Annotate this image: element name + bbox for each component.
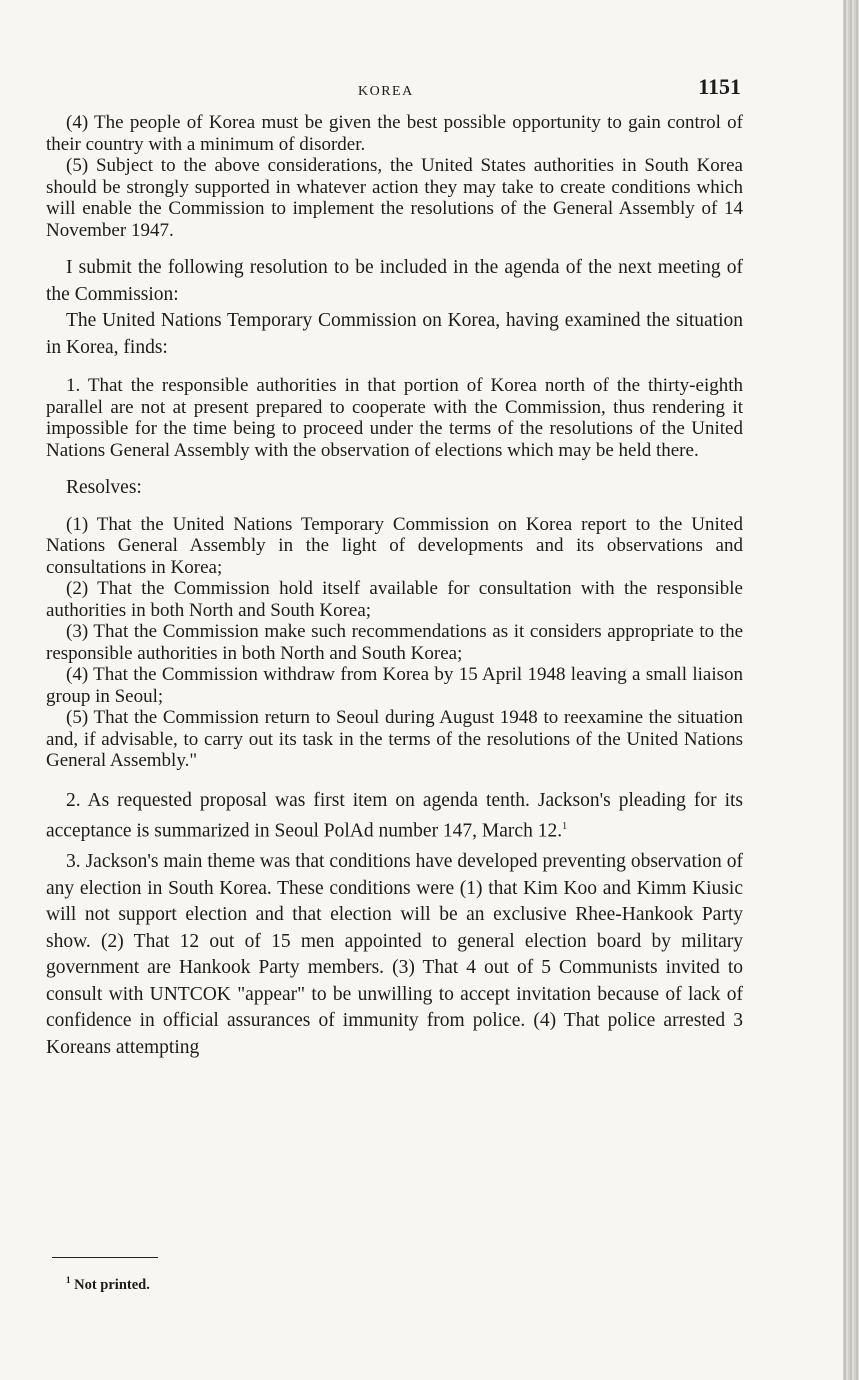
running-title: KOREA — [358, 84, 414, 99]
page-header — [46, 72, 743, 112]
paragraph: (5) That the Commission return to Seoul during August 1948 to reexamine the situation and, if advisable, to carry out its task in the terms of the resolutions of the United Nations General Assembly." — [46, 707, 743, 771]
paragraph: (5) Subject to the above considerations, the United States authorities in South Korea should be strongly supported in whatever action they may take to create conditions which will enable the Commission to implement the resolutions of the General Assembly of 14 November 1947. — [46, 155, 743, 241]
paragraph: The United Nations Temporary Commission on Korea, having examined the situation in Korea, finds: — [46, 310, 743, 358]
paragraph: 1. That the responsible authorities in that portion of Korea north of the thirty-eighth parallel are not at present prepared to cooperate with the Commission, thus rendering it impossible for the time being to proceed under the terms of the resolutions of the United Nations General Assembly with the observation of elections which may be held there. — [46, 375, 743, 461]
page-number: 1151 — [698, 74, 741, 99]
paragraph: (4) That the Commission withdraw from Korea by 15 April 1948 leaving a small liaison group in Seoul; — [46, 664, 743, 707]
paragraph — [46, 788, 743, 846]
paragraph: (1) That the United Nations Temporary Commission on Korea report to the United Nations General Assembly in the light of developments and its observations and consultations in Korea; — [46, 513, 743, 578]
paragraph: I submit the following resolution to be included in the agenda of the next meeting of the Commission: — [46, 257, 743, 305]
footnote-text: Not printed. — [74, 1276, 150, 1293]
paragraph: 3. Jackson's main theme was that conditions have developed preventing observation of any election in South Korea. These conditions were (1) that Kim Koo and Kimm Kiusic will not support election and that election will be an exclusive Rhee-Hankook Party show. (2) That 12 out of 15 men appointed to general election board by military government are Hankook Party members. (3) That 4 out of 5 Communists invited to consult with UNTCOK "appear" to be unwilling to accept invitation because of lack of confidence in official assurances of immunity from police. (4) That police arrested 3 Koreans attempting — [46, 851, 743, 1058]
footnote-divider — [52, 1257, 158, 1258]
paragraph: Resolves: — [66, 477, 142, 498]
footnote — [66, 1275, 150, 1294]
paragraph: (4) The people of Korea must be given the best possible opportunity to gain control of their country with a minimum of disorder. — [46, 112, 743, 155]
paragraph: (2) That the Commission hold itself available for consultation with the responsible authorities in both North and South Korea; — [46, 578, 743, 621]
page-edge-shadow — [843, 0, 859, 1380]
paragraph-text: 2. As requested proposal was first item on agenda tenth. Jackson's pleading for its acceptance is summarized in Seoul PolAd number 147, March 12. — [46, 789, 743, 842]
footnote-marker: 1 — [66, 1275, 71, 1285]
footnote-ref: 1 — [562, 821, 568, 832]
paragraph: (3) That the Commission make such recommendations as it considers appropriate to the responsible authorities in both North and South Korea; — [46, 621, 743, 664]
document-page — [46, 72, 743, 1061]
